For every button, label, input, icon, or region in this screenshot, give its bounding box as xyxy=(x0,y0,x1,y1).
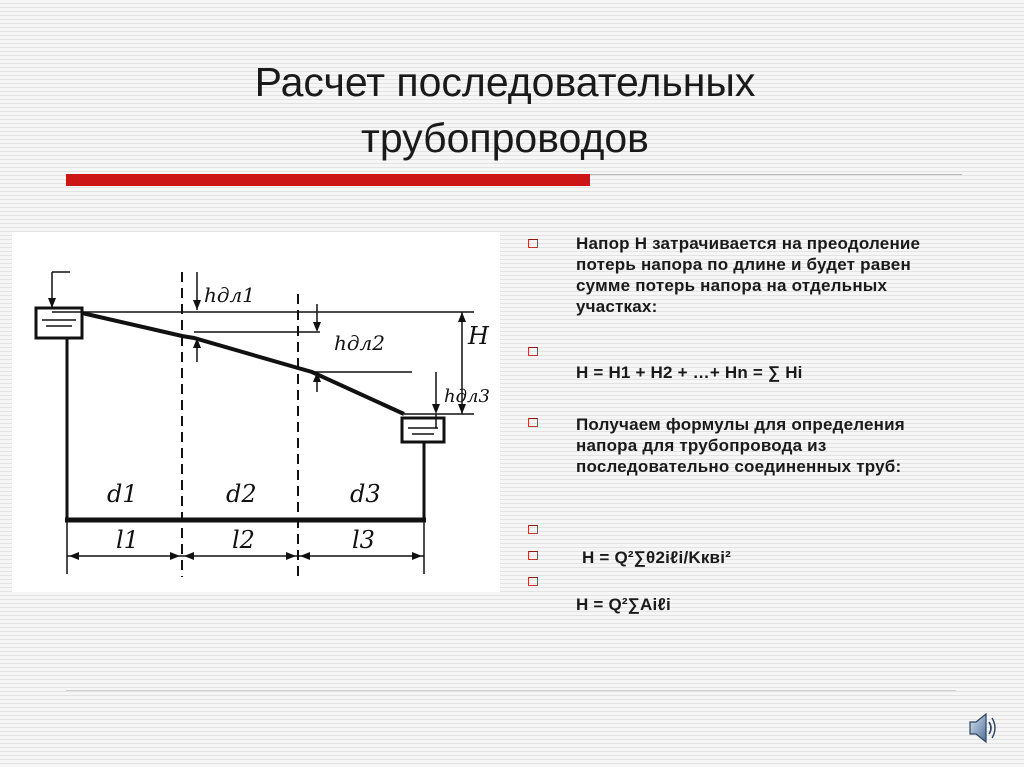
bullet-text: H = Q²∑Aiℓi xyxy=(576,595,671,614)
label-l1: l1 xyxy=(116,526,139,554)
label-hdl1: hдл1 xyxy=(204,283,256,307)
title-line-1: Расчет последовательных xyxy=(254,59,756,105)
square-bullet-icon xyxy=(528,347,538,356)
label-H: H xyxy=(468,322,489,350)
footer-divider xyxy=(66,690,956,691)
label-d1: d1 xyxy=(107,480,138,508)
label-hdl2: hдл2 xyxy=(334,331,386,355)
square-bullet-icon xyxy=(528,239,538,248)
title-divider-red xyxy=(66,174,590,186)
label-d2: d2 xyxy=(226,480,257,508)
right-reservoir xyxy=(402,418,444,442)
square-bullet-icon xyxy=(528,418,538,427)
bullet-text: H = H1 + H2 + …+ Hn = ∑ Hi xyxy=(576,363,803,382)
square-bullet-icon xyxy=(528,577,538,586)
pipeline-diagram xyxy=(12,232,500,592)
hydraulic-grade-line xyxy=(82,313,404,414)
square-bullet-icon xyxy=(528,525,538,534)
bullet-text: Напор H затрачивается на преодоление потерь напора по длине и будет равен сумме потерь напора на отдельных участках: xyxy=(576,234,921,316)
label-hdl3: hдл3 xyxy=(444,386,490,407)
label-l3: l3 xyxy=(352,526,375,554)
speaker-icon[interactable] xyxy=(964,708,1000,748)
label-d3: d3 xyxy=(350,480,381,508)
slide-title xyxy=(120,54,890,166)
label-l2: l2 xyxy=(232,526,255,554)
bullet-text: H = Q²∑θ2iℓi/Kквi² xyxy=(582,548,731,567)
title-line-2: трубопроводов xyxy=(361,115,649,161)
square-bullet-icon xyxy=(528,551,538,560)
bullet-text: Получаем формулы для определения напора для трубопровода из последовательно соединенных труб: xyxy=(576,415,905,476)
